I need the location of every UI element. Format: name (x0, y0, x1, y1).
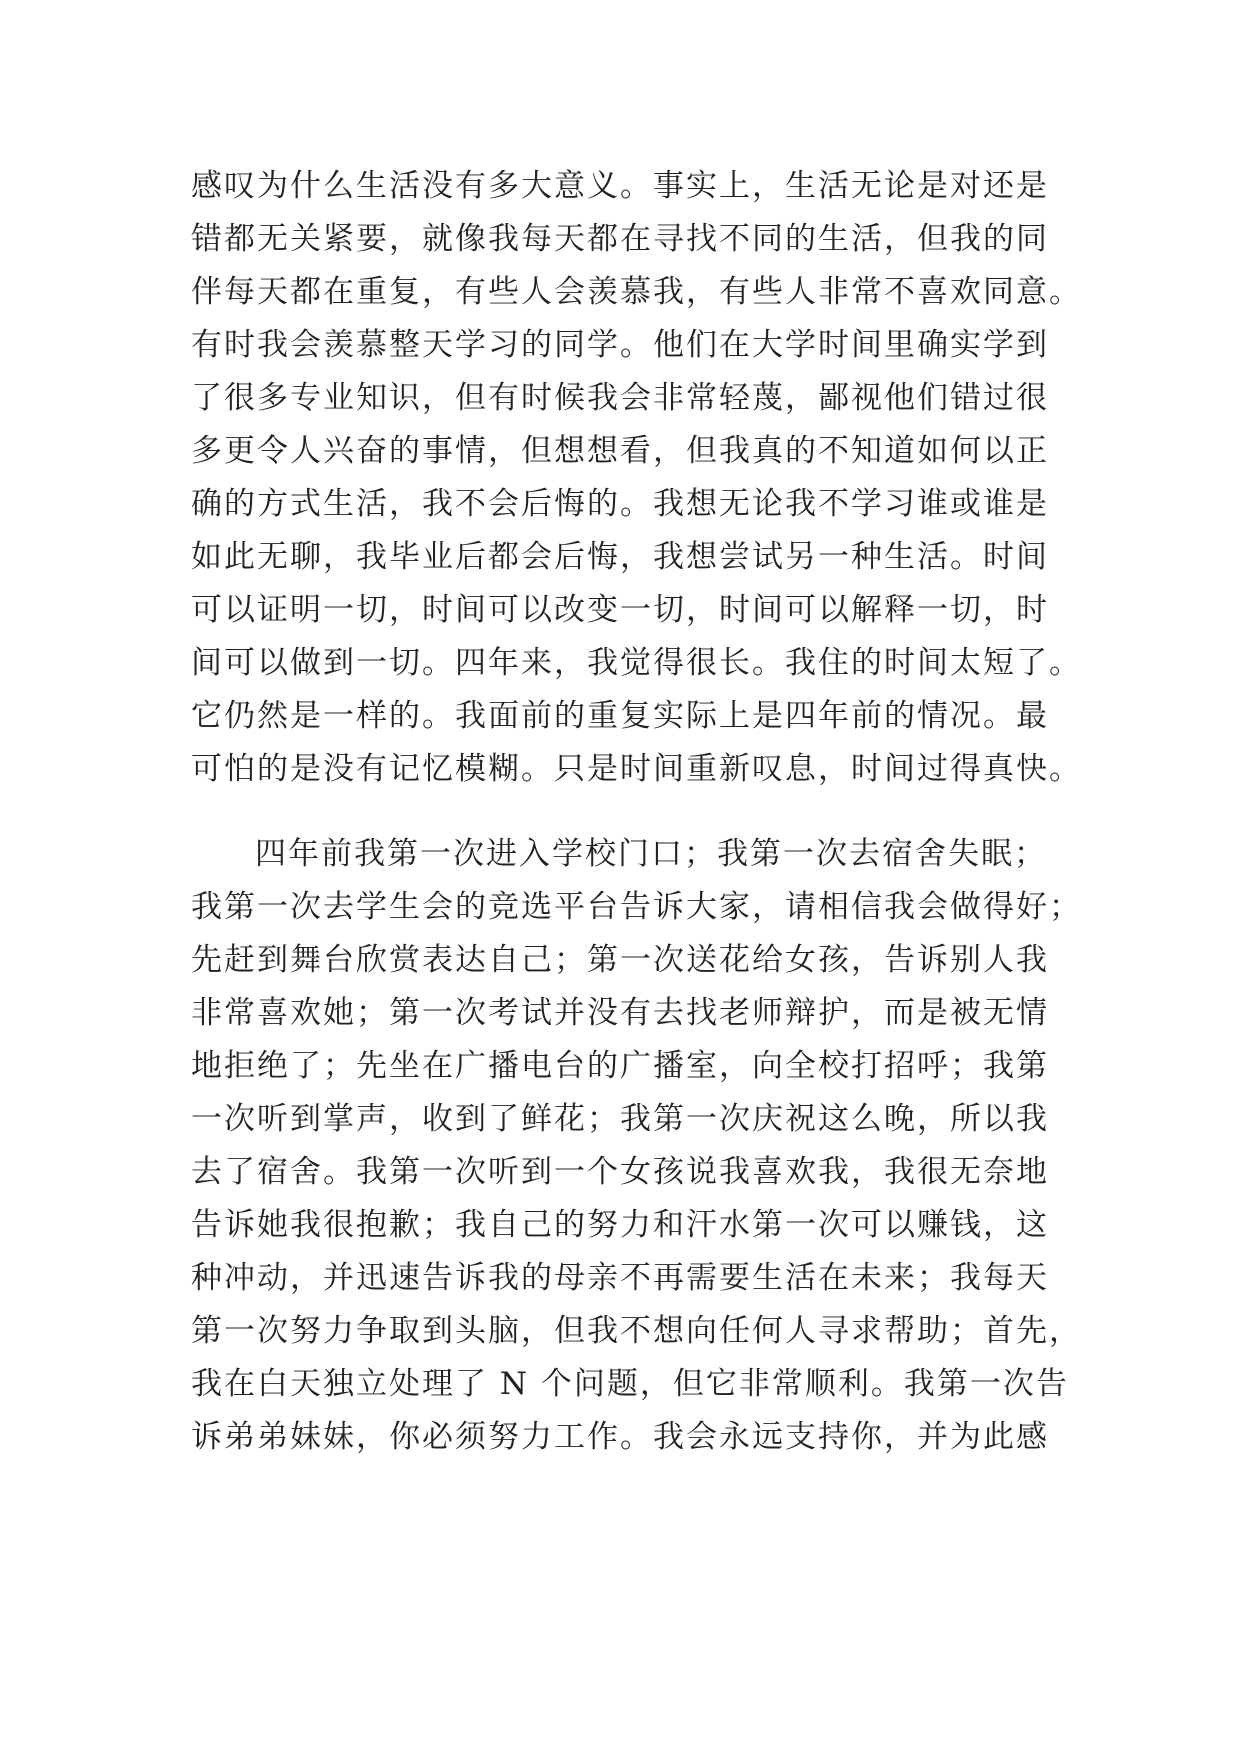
text-line: 去了宿舍。我第一次听到一个女孩说我喜欢我，我很无奈地 (191, 1154, 1049, 1190)
text-line: 感叹为什么生活没有多大意义。事实上，生活无论是对还是 (191, 168, 1049, 204)
text-line: 有时我会羡慕整天学习的同学。他们在大学时间里确实学到 (191, 327, 1049, 363)
text-line: 告诉她我很抱歉；我自己的努力和汗水第一次可以赚钱，这 (191, 1207, 1049, 1243)
text-line: 诉弟弟妹妹，你必须努力工作。我会永远支持你，并为此感 (191, 1419, 1049, 1455)
text-line: 我在白天独立处理了 N 个问题，但它非常顺利。我第一次告 (191, 1366, 1069, 1402)
text-line: 四年前我第一次进入学校门口；我第一次去宿舍失眠； (255, 836, 1047, 872)
text-line: 如此无聊，我毕业后都会后悔，我想尝试另一种生活。时间 (191, 539, 1049, 575)
text-line: 可以证明一切，时间可以改变一切，时间可以解释一切，时 (191, 592, 1049, 628)
paragraph-1 (191, 160, 1082, 796)
text-line: 种冲动，并迅速告诉我的母亲不再需要生活在未来；我每天 (191, 1260, 1049, 1296)
text-line: 我第一次去学生会的竞选平台告诉大家，请相信我会做得好； (191, 889, 1082, 925)
text-line: 多更令人兴奋的事情，但想想看，但我真的不知道如何以正 (191, 433, 1049, 469)
text-line: 第一次努力争取到头脑，但我不想向任何人寻求帮助；首先， (191, 1313, 1082, 1349)
text-line: 一次听到掌声，收到了鲜花；我第一次庆祝这么晚，所以我 (191, 1101, 1049, 1137)
text-line: 伴每天都在重复，有些人会羡慕我，有些人非常不喜欢同意。 (191, 274, 1082, 310)
text-line: 可怕的是没有记忆模糊。只是时间重新叹息，时间过得真快。 (191, 751, 1082, 787)
text-line: 地拒绝了；先坐在广播电台的广播室，向全校打招呼；我第 (191, 1048, 1049, 1084)
text-line: 非常喜欢她；第一次考试并没有去找老师辩护，而是被无情 (191, 995, 1049, 1031)
text-line: 确的方式生活，我不会后悔的。我想无论我不学习谁或谁是 (191, 486, 1049, 522)
text-line: 先赶到舞台欣赏表达自己；第一次送花给女孩，告诉别人我 (191, 942, 1049, 978)
text-line: 它仍然是一样的。我面前的重复实际上是四年前的情况。最 (191, 698, 1049, 734)
text-line: 了很多专业知识，但有时候我会非常轻蔑，鄙视他们错过很 (191, 380, 1049, 416)
text-line: 间可以做到一切。四年来，我觉得很长。我住的时间太短了。 (191, 645, 1082, 681)
text-line: 错都无关紧要，就像我每天都在寻找不同的生活，但我的同 (191, 221, 1049, 257)
paragraph-2 (191, 828, 1082, 1464)
